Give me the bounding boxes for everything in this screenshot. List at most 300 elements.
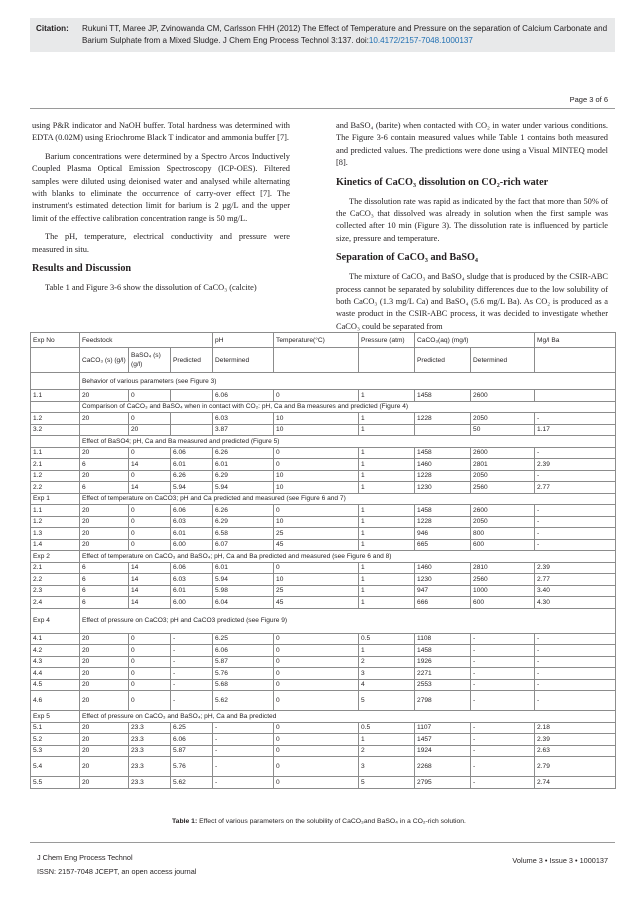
table-cell [171,413,213,425]
table-cell: 1 [359,528,415,540]
table-cell [171,424,213,436]
table-cell: 14 [129,574,171,586]
table-row [31,679,616,691]
table-cell: 25 [274,585,359,597]
table-cell: 23.3 [129,777,171,789]
table-cell: 2560 [471,482,535,494]
table-cell: 23.3 [129,757,171,777]
table-cell: 5.2 [31,734,80,746]
table-cell: 4.30 [535,597,616,609]
results-heading: Results and Discussion [32,263,132,275]
table-cell: 0 [274,459,359,471]
table-cell: 5.94 [171,482,213,494]
table-cell [535,390,616,402]
table-cell: - [471,656,535,668]
table-cell: 6 [80,562,129,574]
table-cell: 0 [129,516,171,528]
table-cell: 2 [359,656,415,668]
section-exp-label [31,401,80,413]
table-cell: 20 [80,777,129,789]
table-cell: - [471,668,535,680]
table-cell: - [171,633,213,645]
table-caption [0,818,638,825]
table-cell: 3.2 [31,424,80,436]
table-cell: 0.5 [359,722,415,734]
table-cell: 1228 [415,413,471,425]
table-cell: 6.25 [213,633,274,645]
table-cell: 1 [359,574,415,586]
table-cell: - [171,645,213,657]
table-row [31,585,616,597]
table-cell: - [213,777,274,789]
table-cell: 2268 [415,757,471,777]
table-cell: 4.2 [31,645,80,657]
table-cell: 1.2 [31,516,80,528]
table-cell: 6.58 [213,528,274,540]
table-cell: 1 [359,482,415,494]
table-cell: 5.87 [171,745,213,757]
table-cell: 10 [274,413,359,425]
table-cell: 6.01 [171,585,213,597]
table-cell: 10 [274,482,359,494]
page-number: Page 3 of 6 [569,95,608,104]
table-cell: 6.26 [171,470,213,482]
table-cell: 6.29 [213,516,274,528]
table-row [31,562,616,574]
table-row [31,390,616,402]
right-column [336,120,608,339]
table-cell: 5.1 [31,722,80,734]
table-row [31,482,616,494]
table-cell: - [535,528,616,540]
table-cell: 4 [359,679,415,691]
table-cell: 2560 [471,574,535,586]
table-cell: 23.3 [129,734,171,746]
table-cell: 6 [80,585,129,597]
table-cell: 2.39 [535,562,616,574]
table-cell: 800 [471,528,535,540]
table-cell: 1460 [415,562,471,574]
section-label: Effect of BaSO4; pH, Ca and Ba measured and predicted (Figure 5) [80,436,616,448]
table-cell: 20 [80,668,129,680]
table-cell: 0 [274,722,359,734]
table-cell: 0 [129,691,171,711]
table-cell: - [213,757,274,777]
table-cell: - [171,691,213,711]
caption-label: Table 1: [172,818,198,825]
subheader-predicted: Predicted [171,348,213,373]
table-cell: - [535,679,616,691]
table-row [31,745,616,757]
table-cell: 666 [415,597,471,609]
table-row [31,424,616,436]
table-cell: 6.03 [213,413,274,425]
table-cell: 0 [129,470,171,482]
table-cell: 6 [80,597,129,609]
section-exp-label [31,373,80,390]
table-cell: 2.1 [31,459,80,471]
table-cell: 1458 [415,645,471,657]
table-cell: 1 [359,562,415,574]
table-cell: 4.5 [31,679,80,691]
table-cell: 0 [274,757,359,777]
col-header-exp-no: Exp No [31,333,80,348]
table-cell: 0 [274,505,359,517]
subheader-determined-2: Determined [471,348,535,373]
table-row [31,645,616,657]
left-paragraph-3: The pH, temperature, electrical conductivity and pressure were measured in situ. [32,232,290,254]
table-cell: - [213,745,274,757]
table-cell: - [535,447,616,459]
table-cell: 1.1 [31,505,80,517]
table-cell: 5.76 [213,668,274,680]
table-cell: 14 [129,482,171,494]
table-cell: 2.3 [31,585,80,597]
citation-label: Citation: [36,24,69,33]
table-cell: 2798 [415,691,471,711]
header-divider [30,108,615,109]
table-cell: 14 [129,459,171,471]
table-cell: 6.04 [213,597,274,609]
table-cell: 6.25 [171,722,213,734]
table-cell: 5.62 [171,777,213,789]
table-cell: 4.3 [31,656,80,668]
footer-journal: J Chem Eng Process Technol [37,853,133,862]
table-cell: 2 [359,745,415,757]
subheader-caco3: CaCO₃ (s) (g/l) [80,348,129,373]
table-cell: 1.1 [31,390,80,402]
table-cell: 20 [80,722,129,734]
table-cell: 6.00 [171,539,213,551]
table-cell: 2600 [471,447,535,459]
table-row [31,633,616,645]
col-header-temperature: Temperature(°C) [274,333,359,348]
table-cell: 20 [80,505,129,517]
section-label-row [31,711,616,723]
left-paragraph-4: Table 1 and Figure 3-6 show the dissolution of CaCO₃ (calcite) [45,283,257,293]
table-cell: 1.1 [31,447,80,459]
section-label-row [31,608,616,633]
table-cell: 1458 [415,390,471,402]
table-cell: 0 [129,390,171,402]
col-header-caco3aq: CaCO₃(aq) (mg/l) [415,333,535,348]
table-cell: - [471,691,535,711]
citation-doi-link[interactable]: 10.4172/2157-7048.1000137 [368,36,473,45]
table-cell: 1.4 [31,539,80,551]
table-row [31,447,616,459]
table-cell: 1228 [415,470,471,482]
table-row [31,597,616,609]
table-cell: 6.01 [171,459,213,471]
table-cell: 20 [80,745,129,757]
table-cell: 4.1 [31,633,80,645]
table-cell: - [535,413,616,425]
table-header-row [31,333,616,348]
left-paragraph-2: Barium concentrations were determined by a Spectro Arcos Inductively Coupled Plasma Optical Emission Spectroscopy (ICP-OES). Filtered samples were diluted using deionised water and analysed while alternating with blanks to eliminate the occurrence of carry-over effect [7]. The instrument's estimated detection limit for barium is 2 µg/L and the upper limit of the effective calibration concentration range is 50 mg/L. [32,151,290,223]
col-header-pressure: Pressure (atm) [359,333,415,348]
table-cell: 1 [359,516,415,528]
table-cell: - [471,757,535,777]
section-exp-label: Exp 2 [31,551,80,563]
section-exp-label [31,436,80,448]
table-row [31,668,616,680]
table-row [31,574,616,586]
table-cell: 20 [80,413,129,425]
section-label: Effect of pressure on CaCO3; pH and CaCO3 predicted (see Figure 9) [80,608,616,633]
table-cell: 23.3 [129,722,171,734]
section-label-row [31,436,616,448]
footer-divider [30,842,615,843]
table-cell: 0 [274,679,359,691]
table-cell: 1 [359,597,415,609]
table-cell: 1 [359,390,415,402]
table-row [31,470,616,482]
table-cell: 25 [274,528,359,540]
table-cell: 1230 [415,574,471,586]
table-cell: - [171,679,213,691]
table-cell: 2.39 [535,459,616,471]
table-cell: 6.06 [171,562,213,574]
table-cell: 20 [80,539,129,551]
table-cell: 0 [274,668,359,680]
table-cell: 20 [80,390,129,402]
left-column [32,120,290,300]
footer-volume: Volume 3 • Issue 3 • 1000137 [512,856,608,865]
table-row [31,757,616,777]
table-cell: 0 [274,633,359,645]
table-cell: 2.63 [535,745,616,757]
table-cell: - [535,470,616,482]
table-cell: 5.98 [213,585,274,597]
table-cell: 6.03 [171,574,213,586]
table-cell: - [171,668,213,680]
table-cell: 6.29 [213,470,274,482]
table-cell: 0 [129,447,171,459]
col-header-mg-ba: Mg/l Ba [535,333,616,348]
table-cell: 0 [129,633,171,645]
table-row [31,505,616,517]
table-cell: 6.26 [213,447,274,459]
section-exp-label: Exp 5 [31,711,80,723]
table-cell: 0 [129,668,171,680]
table-cell: 20 [80,679,129,691]
results-table [30,332,616,789]
table-cell: 1 [359,447,415,459]
table-cell: 2271 [415,668,471,680]
table-cell: - [535,656,616,668]
table-cell: 4.6 [31,691,80,711]
table-cell: - [471,722,535,734]
table-cell: 5.3 [31,745,80,757]
table-row [31,722,616,734]
footer-issn: ISSN: 2157-7048 JCEPT, an open access journal [37,867,197,876]
table-cell: 1.2 [31,413,80,425]
table-cell: 2.77 [535,482,616,494]
table-cell: 947 [415,585,471,597]
table-cell: 5.4 [31,757,80,777]
subheader-determined: Determined [213,348,274,373]
table-cell: 2.1 [31,562,80,574]
table-cell: 5 [359,691,415,711]
table-cell: - [471,777,535,789]
table-cell: 6.03 [171,516,213,528]
table-cell: 1 [359,505,415,517]
table-cell: - [535,645,616,657]
table-cell: 10 [274,470,359,482]
table-cell: 0 [129,645,171,657]
table-cell: 2553 [415,679,471,691]
table-cell: 1 [359,645,415,657]
table-row [31,528,616,540]
table-cell: 10 [274,516,359,528]
table-cell: 0 [274,447,359,459]
table-cell: 2.4 [31,597,80,609]
table-cell: 1924 [415,745,471,757]
table-cell: 10 [274,574,359,586]
table-cell: 2810 [471,562,535,574]
table-cell: - [213,734,274,746]
right-paragraph-1: and BaSO₄ (barite) when contacted with CO₂ in water under various conditions. The Figure 3-6 contain measured values while Table 1 contains both measured and predicted values. The predictions were done using a Visual MINTEQ model [8]. [336,121,608,168]
table-cell: 50 [471,424,535,436]
section-label: Comparison of CaCO₃ and BaSO₄ when in contact with CO₂: pH, Ca and Ba measures and predicted (Figure 4) [80,401,616,413]
table-cell: 1000 [471,585,535,597]
table-cell: 600 [471,597,535,609]
table-cell: 3.40 [535,585,616,597]
table-cell: 1.17 [535,424,616,436]
table-cell: 0 [129,656,171,668]
table-cell: 20 [80,645,129,657]
table-row [31,691,616,711]
table-cell: 14 [129,597,171,609]
table-cell: 20 [129,424,171,436]
table-cell [415,424,471,436]
table-cell: 5.5 [31,777,80,789]
table-cell: 5.68 [213,679,274,691]
section-exp-label: Exp 4 [31,608,80,633]
caption-text: Effect of various parameters on the solubility of CaCO₃and BaSO₄ in a CO₂-rich solution. [199,818,466,825]
table-cell: 0 [129,539,171,551]
table-cell: 6.06 [171,505,213,517]
table-cell: - [213,722,274,734]
table-cell: 0 [274,645,359,657]
table-cell: 6 [80,459,129,471]
table-cell: 20 [80,470,129,482]
table-cell: 4.4 [31,668,80,680]
table-row [31,777,616,789]
table-cell: 600 [471,539,535,551]
citation-text: Rukuni TT, Maree JP, Zvinowanda CM, Carlsson FHH (2012) The Effect of Temperature and Pressure on the separation of Calcium Carbonate and Barium Sulphate from a Mixed Sludge. J Chem Eng Process Technol 3:137. doi: [82,24,608,45]
table-cell: 0.5 [359,633,415,645]
table-cell: 1107 [415,722,471,734]
table-cell: 1 [359,585,415,597]
table-row [31,734,616,746]
table-row [31,413,616,425]
table-cell: 1 [359,539,415,551]
section-label: Effect of temperature on CaCO3; pH and Ca predicted and measured (see Figure 6 and 7) [80,493,616,505]
table-cell: - [471,745,535,757]
table-row [31,539,616,551]
table-cell: 45 [274,597,359,609]
table-cell: 2.79 [535,757,616,777]
table-cell: 0 [274,656,359,668]
table-cell: 6.06 [171,734,213,746]
table-cell: 0 [274,777,359,789]
table-cell: 6.01 [213,562,274,574]
table-cell: 6.01 [213,459,274,471]
table-cell: 0 [274,691,359,711]
table-cell: 2050 [471,413,535,425]
table-cell: - [535,691,616,711]
table-cell: 0 [129,679,171,691]
table-cell: 20 [80,633,129,645]
table-cell: - [535,633,616,645]
table-cell: 0 [129,528,171,540]
table-cell: 1458 [415,505,471,517]
table-cell: 0 [129,413,171,425]
table-cell: 1228 [415,516,471,528]
table-cell: 1.3 [31,528,80,540]
table-cell: 1 [359,470,415,482]
table-cell: 5.94 [213,574,274,586]
footer-left [37,851,196,879]
table-row [31,459,616,471]
table-cell: 946 [415,528,471,540]
col-header-feedstock: Feedstock [80,333,213,348]
table-cell: 1458 [415,447,471,459]
section-label-row [31,373,616,390]
table-cell: 6 [80,574,129,586]
separation-heading: Separation of CaCO₃ and BaSO₄ [336,252,478,264]
table-cell: 0 [274,745,359,757]
table-cell: - [471,734,535,746]
table-cell: 0 [129,505,171,517]
section-label: Effect of pressure on CaCO₃ and BaSO₄; pH, Ca and Ba predicted [80,711,616,723]
table-cell: 6.06 [213,645,274,657]
table-cell: 1457 [415,734,471,746]
right-paragraph-2: The dissolution rate was rapid as indicated by the fact that more than 50% of the CaCO₃ that dissolved was already in solution when the first sample was collected after 10 min (Figure 3). The dissolution rate is influenced by particle size, pressure and temperature. [336,196,608,243]
table-cell: 665 [415,539,471,551]
table-cell: 2795 [415,777,471,789]
table-cell: 5.76 [171,757,213,777]
table-cell: 20 [80,528,129,540]
table-subheader-row [31,348,616,373]
subheader-baso4: BaSO₄ (s) (g/l) [129,348,171,373]
table-cell: 6 [80,482,129,494]
table-cell [171,390,213,402]
table-cell: 5.87 [213,656,274,668]
table-cell: 1 [359,734,415,746]
table-cell: 3 [359,668,415,680]
section-label-row [31,401,616,413]
table-cell: 6.26 [213,505,274,517]
table-cell: 6.01 [171,528,213,540]
table-cell: - [171,656,213,668]
table-cell [80,424,129,436]
table-cell: 3 [359,757,415,777]
table-cell: 2600 [471,390,535,402]
left-paragraph-1: using P&R indicator and NaOH buffer. Total hardness was determined with EDTA (0.02M) using Eriochrome Black T indicator and ammonia buffer [7]. [32,121,290,143]
section-label-row [31,493,616,505]
table-cell: 2.18 [535,722,616,734]
table-cell: 2.77 [535,574,616,586]
table-cell: 2050 [471,516,535,528]
table-cell: - [471,645,535,657]
table-cell: 0 [274,390,359,402]
table-cell: 0 [274,734,359,746]
table-cell: 2.39 [535,734,616,746]
section-label: Effect of temperature on CaCO₃ and BaSO₄; pH, Ca and Ba predicted and measured (see Figure 6 and 8) [80,551,616,563]
section-exp-label: Exp 1 [31,493,80,505]
